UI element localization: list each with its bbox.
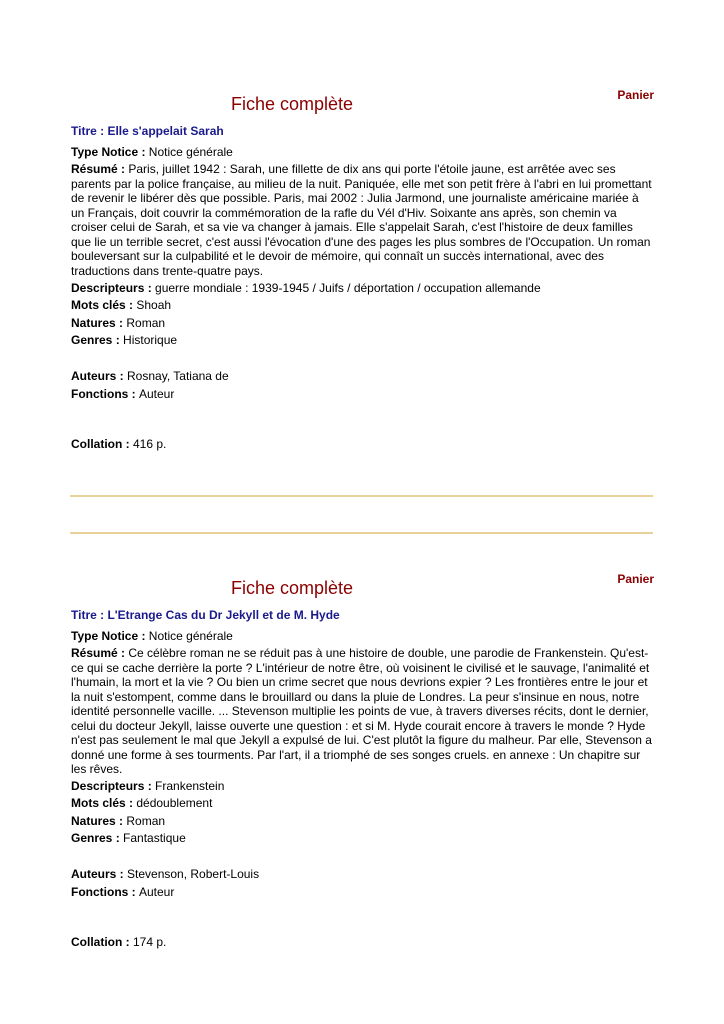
titre-value: Elle s'appelait Sarah	[107, 124, 224, 138]
natures-field	[71, 316, 661, 330]
resume-field	[71, 162, 655, 278]
divider-bottom	[70, 532, 653, 534]
collation-label: Collation :	[71, 935, 133, 949]
type-notice-field	[71, 145, 661, 159]
fiche-heading: Fiche complète	[231, 94, 354, 114]
fonctions-label: Fonctions :	[71, 885, 139, 899]
descripteurs-value: guerre mondiale : 1939-1945 / Juifs / déportation / occupation allemande	[155, 281, 541, 295]
mots-value: dédoublement	[136, 796, 213, 810]
descripteurs-label: Descripteurs :	[71, 779, 156, 793]
auteurs-value[interactable]: Rosnay, Tatiana de	[127, 369, 229, 383]
natures-value: Roman	[126, 316, 166, 330]
collation-field	[71, 935, 661, 949]
descripteurs-field	[71, 281, 661, 295]
genres-field	[71, 831, 661, 845]
fonctions-label: Fonctions :	[71, 387, 139, 401]
notice-title	[71, 124, 224, 138]
genres-field	[71, 333, 661, 347]
resume-field	[71, 646, 655, 777]
notice-title	[71, 608, 340, 622]
fiche-heading: Fiche complète	[231, 578, 354, 598]
panier-link[interactable]: Panier	[617, 572, 654, 586]
genres-value: Fantastique	[123, 831, 186, 845]
natures-label: Natures :	[71, 316, 127, 330]
natures-label: Natures :	[71, 814, 127, 828]
titre-value: L'Etrange Cas du Dr Jekyll et de M. Hyde	[107, 608, 340, 622]
type-label: Type Notice :	[71, 145, 149, 159]
mots-label: Mots clés :	[71, 298, 137, 312]
type-notice-field	[71, 629, 661, 643]
titre-label: Titre :	[71, 124, 108, 138]
genres-label: Genres :	[71, 333, 124, 347]
type-label: Type Notice :	[71, 629, 149, 643]
titre-label: Titre :	[71, 608, 108, 622]
resume-label: Résumé :	[71, 646, 129, 660]
natures-field	[71, 814, 661, 828]
type-value: Notice générale	[148, 629, 233, 643]
natures-value: Roman	[126, 814, 166, 828]
auteurs-label: Auteurs :	[71, 867, 128, 881]
collation-field	[71, 437, 661, 451]
mots-value: Shoah	[136, 298, 172, 312]
auteurs-value[interactable]: Stevenson, Robert-Louis	[127, 867, 260, 881]
auteurs-field	[71, 369, 661, 383]
resume-value: Ce célèbre roman ne se réduit pas à une histoire de double, une parodie de Frankenstein. Qu'est-ce qui se cache derrière la porte ? L'intérieur de notre être, où voisinent le civilisé et le sauvage, l'animalité et l'humain, la mort et la vie ? Ou bien un crime secret que nous devrions expier ? Les frontières entre le jour et la nuit s'estompent, comme dans le brouillard ou dans la pluie de Londres. La peur s'insinue en nous, notre identité personnelle vacille. ... Stevenson multiplie les points de vue, à travers diverses récits, dont le dernier, celui du docteur Jekyll, laisse ouverte une question : et si M. Hyde courait encore à travers le monde ? Hyde n'est pas seulement le mal que Jekyll a expulsé de lui. C'est plutôt la figure du malheur. Par elle, Stevenson a donné une forme à ses tourments. Par l'art, il a triomphé de ses songes cruels. en annexe : Un chapitre sur les rêves.	[71, 646, 652, 776]
fonctions-field	[71, 387, 661, 401]
genres-value: Historique	[123, 333, 178, 347]
collation-value: 174 p.	[133, 935, 167, 949]
collation-label: Collation :	[71, 437, 133, 451]
descripteurs-value: Frankenstein	[155, 779, 225, 793]
genres-label: Genres :	[71, 831, 124, 845]
collation-value: 416 p.	[133, 437, 167, 451]
mots-label: Mots clés :	[71, 796, 137, 810]
resume-value: Paris, juillet 1942 : Sarah, une fillette de dix ans qui porte l'étoile jaune, est arrêtée avec ses parents par la police française, au milieu de la nuit. Paniquée, elle met son petit frère à l'abri en lui promettant de revenir le libérer dès que possible. Paris, mai 2002 : Julia Jarmond, une journaliste américaine mariée à un Français, doit couvrir la commémoration de la rafle du Vél d'Hiv. Soixante ans après, son chemin va croiser celui de Sarah, et sa vie va changer à jamais. Elle s'appelait Sarah, c'est l'histoire de deux familles que lie un terrible secret, c'est aussi l'évocation d'une des pages les plus sombres de l'Occupation. Un roman bouleversant sur la culpabilité et le devoir de mémoire, qui connaît un succès international, avec des traductions dans trente-quatre pays.	[71, 162, 652, 278]
mots-cles-field	[71, 796, 661, 810]
divider-top	[70, 495, 653, 497]
mots-cles-field	[71, 298, 661, 312]
panier-link[interactable]: Panier	[617, 88, 654, 102]
fonctions-field	[71, 885, 661, 899]
auteurs-field	[71, 867, 661, 881]
auteurs-label: Auteurs :	[71, 369, 128, 383]
descripteurs-field	[71, 779, 661, 793]
fonctions-value: Auteur	[139, 387, 175, 401]
type-value: Notice générale	[148, 145, 233, 159]
descripteurs-label: Descripteurs :	[71, 281, 156, 295]
fonctions-value: Auteur	[139, 885, 175, 899]
resume-label: Résumé :	[71, 162, 129, 176]
